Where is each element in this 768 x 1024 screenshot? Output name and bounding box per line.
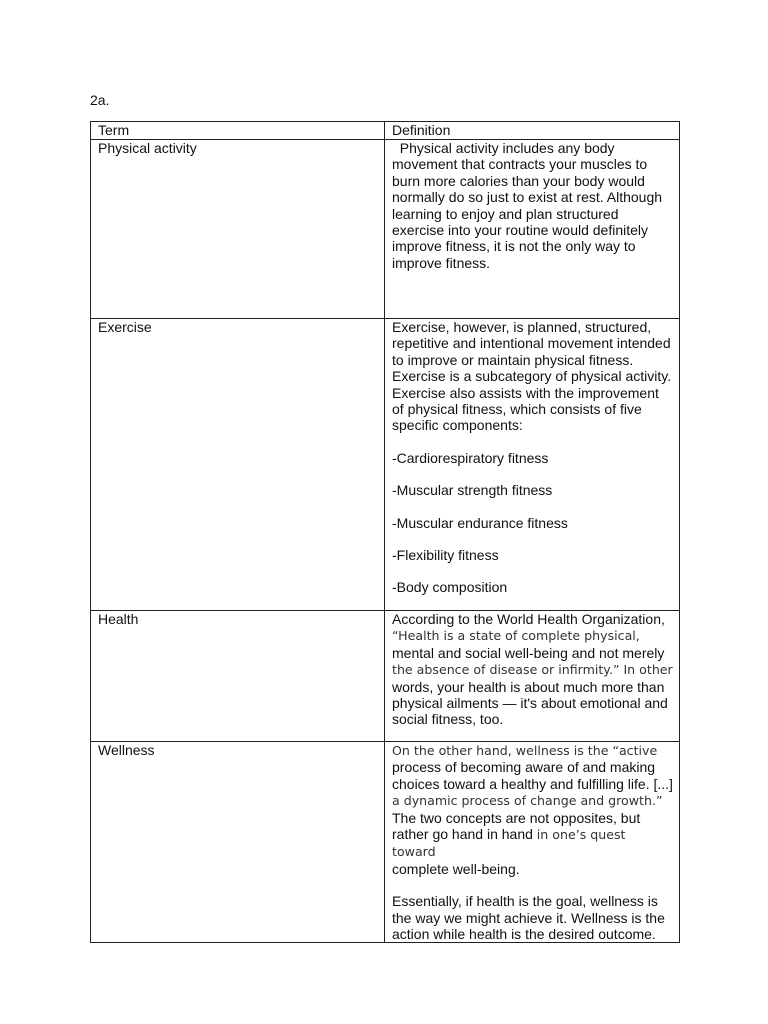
table-row-exercise	[91, 319, 680, 611]
quote-line: a dynamic process of change and growth.”	[392, 793, 663, 809]
definition-cell-physical-activity	[385, 140, 680, 319]
definitions-table	[90, 121, 680, 943]
definition-text: Physical activity includes any body movement that contracts your muscles to burn more calories than your body would normally do so just to exist at rest. Although learning to enjoy and plan structured exercise into your routine would definitely improve fitness, it is not the only way to improve fitness.	[392, 140, 666, 271]
definition-line: mental and social well-being and not merely	[392, 644, 665, 661]
fitness-component-item: -Body composition	[392, 579, 508, 596]
definition-line: complete well-being.	[392, 860, 520, 877]
quote-line: On the other hand, wellness is the “active	[392, 743, 658, 758]
who-quote-line: the absence of disease or infirmity.” In other	[392, 662, 673, 678]
definition-text	[392, 611, 673, 728]
quote-line: in one’s quest toward	[392, 827, 626, 860]
fitness-component-item: -Muscular strength fitness	[392, 482, 553, 499]
definition-cell-health	[385, 611, 680, 742]
fitness-component-item: -Flexibility fitness	[392, 547, 499, 564]
table-header-row	[91, 122, 680, 140]
section-label: 2a.	[90, 92, 110, 108]
table-row-physical-activity	[91, 140, 680, 319]
term-cell-exercise: Exercise	[91, 319, 385, 611]
term-cell-physical-activity: Physical activity	[91, 140, 385, 319]
definition-line: words, your health is about much more than physical ailments — it's about emotional and social fitness, too.	[392, 678, 668, 728]
fitness-component-item: -Cardiorespiratory fitness	[392, 449, 549, 466]
definition-column-header: Definition	[385, 122, 680, 140]
definition-line: process of becoming aware of and making choices toward a healthy and fulfilling life. [...]	[392, 759, 673, 792]
definition-text	[392, 742, 673, 877]
who-quote-line: “Health is a state of complete physical,	[392, 628, 640, 644]
term-column-header: Term	[91, 122, 385, 140]
definition-cell-wellness	[385, 742, 680, 943]
table-row-health	[91, 611, 680, 742]
term-cell-wellness: Wellness	[91, 742, 385, 943]
definition-line: The two concepts are not opposites, but rather go hand in hand	[392, 809, 641, 843]
fitness-component-item: -Muscular endurance fitness	[392, 514, 568, 531]
definition-text: Essentially, if health is the goal, wellness is the way we might achieve it. Wellness is the action while health is the desired outcome.	[392, 893, 665, 943]
table-row-wellness	[91, 742, 680, 943]
definition-line: According to the World Health Organization,	[392, 611, 665, 627]
definition-text: Exercise, however, is planned, structured, repetitive and intentional movement intended to improve or maintain physical fitness. Exercise is a subcategory of physical activity. Exercise also assists with the improvement of physical fitness, which consists of five specific components:	[392, 319, 672, 434]
definition-cell-exercise	[385, 319, 680, 611]
term-cell-health: Health	[91, 611, 385, 742]
